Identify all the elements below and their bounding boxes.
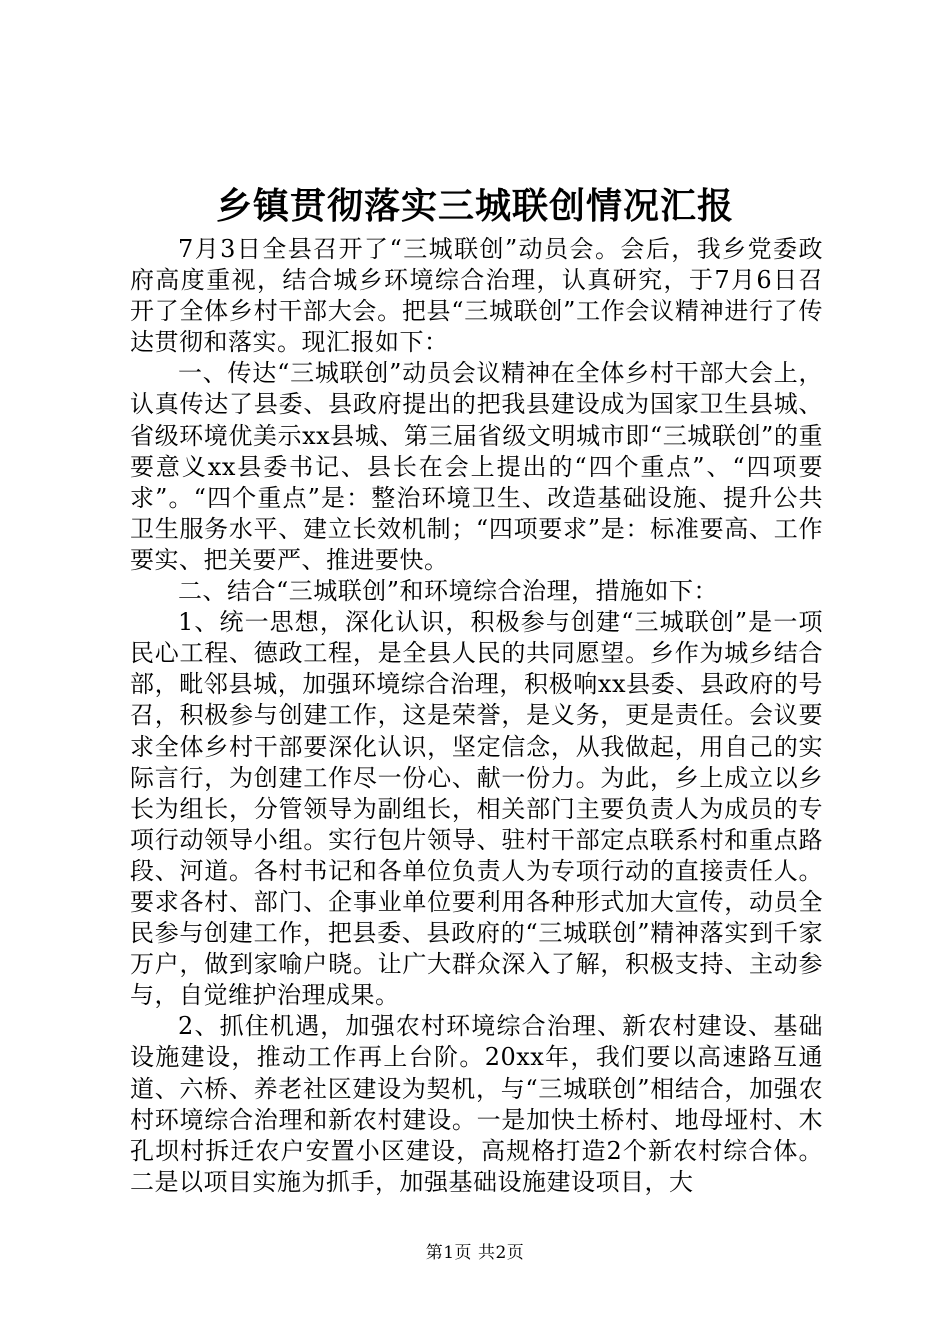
paragraph-measure-2: 2、抓住机遇，加强农村环境综合治理、新农村建设、基础设施建设，推动工作再上台阶。20xx年，我们要以高速路互通道、六桥、养老社区建设为契机，与“三城联创”相结合，加强农村环境综合治理和新农村建设。一是加快土桥村、地母垭村、木孔坝村拆迁农户安置小区建设，高规格打造2个新农村综合体。二是以项目实施为抓手，加强基础设施建设项目，大	[130, 1012, 823, 1196]
paragraph-measure-1: 1、统一思想，深化认识，积极参与创建“三城联创”是一项民心工程、德政工程，是全县人民的共同愿望。乡作为城乡结合部，毗邻县城，加强环境综合治理，积极响xx县委、县政府的号召，积极参与创建工作，这是荣誉，是义务，更是责任。会议要求全体乡村干部要深化认识，坚定信念，从我做起，用自己的实际言行，为创建工作尽一份心、献一份力。为此，乡上成立以乡长为组长，分管领导为副组长，相关部门主要负责人为成员的专项行动领导小组。实行包片领导、驻村干部定点联系村和重点路段、河道。各村书记和各单位负责人为专项行动的直接责任人。要求各村、部门、企事业单位要利用各种形式加大宣传，动员全民参与创建工作，把县委、县政府的“三城联创”精神落实到千家万户，做到家喻户晓。让广大群众深入了解，积极支持、主动参与，自觉维护治理成果。	[130, 608, 823, 1010]
paragraph-section-1: 一、传达“三城联创”动员会议精神在全体乡村干部大会上，认真传达了县委、县政府提出的把我县建设成为国家卫生县城、省级环境优美示xx县城、第三届省级文明城市即“三城联创”的重要意义xx县委书记、县长在会上提出的“四个重点”、“四项要求”。“四个重点”是：整治环境卫生、改造基础设施、提升公共卫生服务水平、建立长效机制；“四项要求”是：标准要高、工作要实、把关要严、推进要快。	[130, 359, 823, 574]
paragraph-section-2-heading: 二、结合“三城联创”和环境综合治理，措施如下：	[178, 577, 719, 606]
paragraph-intro: 7月3日全县召开了“三城联创”动员会。会后，我乡党委政府高度重视，结合城乡环境综合治理，认真研究，于7月6日召开了全体乡村干部大会。把县“三城联创”工作会议精神进行了传达贯彻和落实。现汇报如下：	[130, 235, 823, 357]
page-number-footer: 第1页 共2页	[425, 1243, 525, 1263]
document-title: 乡镇贯彻落实三城联创情况汇报	[215, 186, 734, 227]
document-body	[130, 234, 823, 1198]
